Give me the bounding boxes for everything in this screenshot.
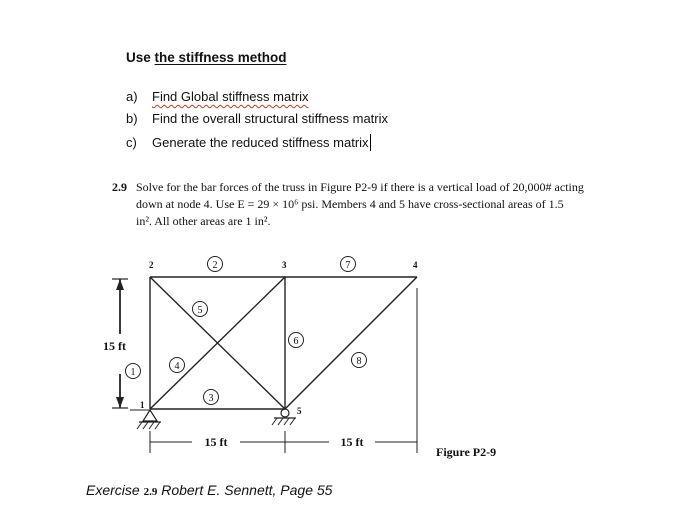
heading-underlined: the stiffness method bbox=[154, 50, 287, 65]
problem-line-1: Solve for the bar forces of the truss in Figure P2-9 if there is a vertical load of 20,000# acting bbox=[136, 180, 584, 194]
member-label-7: 7 bbox=[345, 260, 351, 271]
problem-line-2: down at node 4. Use E = 29 × 10⁶ psi. Members 4 and 5 have cross-sectional areas of 1.5 bbox=[136, 197, 564, 211]
member-label-5: 5 bbox=[197, 305, 203, 316]
node-label-2: 2 bbox=[149, 260, 154, 270]
problem-number: 2.9 bbox=[112, 180, 127, 194]
member-label-4: 4 bbox=[174, 361, 180, 372]
member-label-1: 1 bbox=[130, 367, 136, 378]
task-text: Generate the reduced stiffness matrix bbox=[152, 135, 369, 150]
node-label-1: 1 bbox=[140, 400, 145, 410]
arrow-up-icon bbox=[116, 279, 124, 290]
footer-prefix: Exercise bbox=[86, 482, 144, 498]
node-label-4: 4 bbox=[413, 260, 418, 270]
node-label-3: 3 bbox=[282, 260, 287, 270]
roller-support-icon bbox=[272, 409, 296, 425]
member-label-2: 2 bbox=[212, 260, 218, 271]
pin-support-icon bbox=[137, 410, 161, 429]
task-marker: a) bbox=[126, 89, 138, 104]
figure-caption: Figure P2-9 bbox=[436, 445, 497, 459]
member-label-3: 3 bbox=[208, 393, 214, 404]
task-marker: c) bbox=[126, 135, 137, 150]
member-label-6: 6 bbox=[293, 336, 299, 347]
member-8-line bbox=[285, 277, 417, 409]
task-text-spellchecked: Find Global stiffness matrix bbox=[152, 89, 309, 104]
footer-reference bbox=[86, 482, 332, 498]
heading-prefix: Use bbox=[126, 50, 155, 65]
arrow-down-icon bbox=[116, 397, 124, 408]
task-text: Find the overall structural stiffness matrix bbox=[152, 111, 389, 126]
footer-suffix: Robert E. Sennett, Page 55 bbox=[157, 482, 333, 498]
task-marker: b) bbox=[126, 111, 138, 126]
height-label: 15 ft bbox=[103, 339, 126, 353]
member-label-8: 8 bbox=[356, 356, 362, 367]
span-right-label: 15 ft bbox=[340, 435, 364, 449]
problem-line-3: in². All other areas are 1 in². bbox=[136, 214, 271, 228]
span-left-label: 15 ft bbox=[204, 435, 228, 449]
node-label-5: 5 bbox=[297, 406, 302, 416]
footer-number: 2.9 bbox=[143, 486, 158, 498]
